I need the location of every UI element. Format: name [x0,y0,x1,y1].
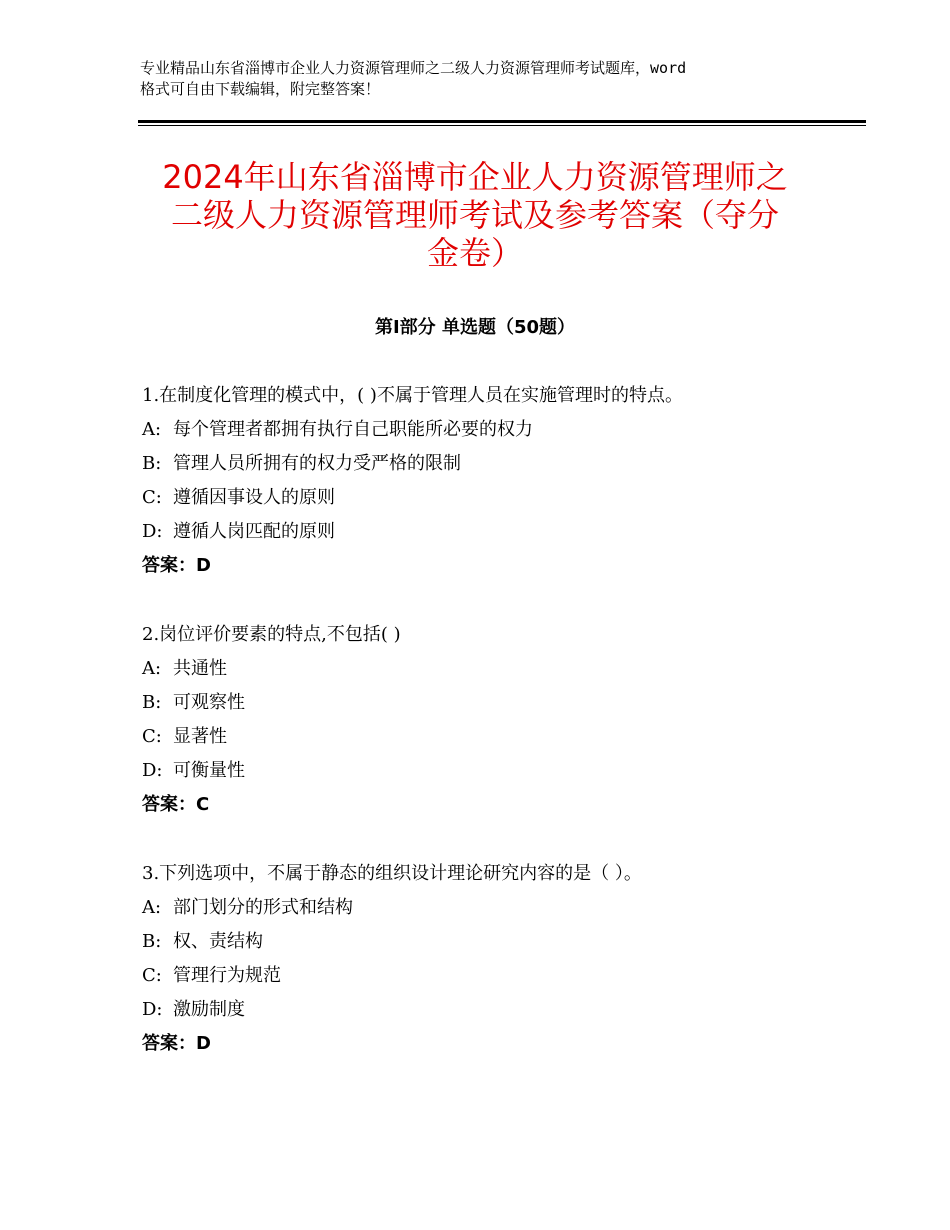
answer-label: 答案：D [142,555,211,576]
option-text: 激励制度 [173,999,245,1020]
option-letter: B: [142,692,162,713]
option-letter: C: [142,726,162,747]
option-letter: D: [142,521,163,542]
option-letter: C: [142,965,162,986]
option-b [142,925,862,959]
option-letter: D: [142,999,163,1020]
option-text: 遵循人岗匹配的原则 [173,521,335,542]
option-c [142,959,862,993]
question-stem: 1.在制度化管理的模式中，( )不属于管理人员在实施管理时的特点。 [142,385,683,406]
option-text: 可观察性 [173,692,245,713]
option-a [142,652,862,686]
answer-label: 答案：D [142,1033,211,1054]
answer-label: 答案：C [142,794,210,815]
option-text: 共通性 [173,658,227,679]
question-stem: 2.岗位评价要素的特点,不包括( ) [142,624,401,645]
option-text: 部门划分的形式和结构 [173,897,353,918]
document-title-line-2: 二级人力资源管理师考试及参考答案（夺分 [170,196,779,234]
question-2 [142,618,862,822]
option-b [142,447,862,481]
option-letter: C: [142,487,162,508]
option-text: 管理人员所拥有的权力受严格的限制 [173,453,461,474]
question-3 [142,857,862,1061]
option-a [142,413,862,447]
option-text: 管理行为规范 [173,965,281,986]
option-a [142,891,862,925]
option-letter: D: [142,760,163,781]
option-d [142,993,862,1027]
option-d [142,515,862,549]
option-d [142,754,862,788]
document-title-line-3: 金卷） [426,234,523,272]
option-b [142,686,862,720]
option-letter: B: [142,453,162,474]
option-text: 遵循因事设人的原则 [173,487,335,508]
header-note-line-2: 格式可自由下载编辑，附完整答案！ [140,80,381,98]
option-letter: B: [142,931,162,952]
document-title [110,158,840,272]
option-c [142,481,862,515]
option-text: 权、责结构 [173,931,263,952]
header-note [140,58,830,100]
question-1 [142,379,862,583]
option-text: 显著性 [173,726,227,747]
question-stem: 3.下列选项中，不属于静态的组织设计理论研究内容的是（ ）。 [142,863,642,884]
header-divider-thin [138,125,866,126]
option-text: 可衡量性 [173,760,245,781]
option-letter: A: [142,658,162,679]
header-note-line-1: 专业精品山东省淄博市企业人力资源管理师之二级人力资源管理师考试题库，word [140,59,687,77]
document-title-line-1: 2024年山东省淄博市企业人力资源管理师之 [162,158,788,196]
option-text: 每个管理者都拥有执行自己职能所必要的权力 [173,419,533,440]
option-letter: A: [142,419,162,440]
option-letter: A: [142,897,162,918]
section-title: 第Ⅰ部分 单选题（50题） [374,317,575,338]
option-c [142,720,862,754]
header-divider-thick [138,120,866,123]
